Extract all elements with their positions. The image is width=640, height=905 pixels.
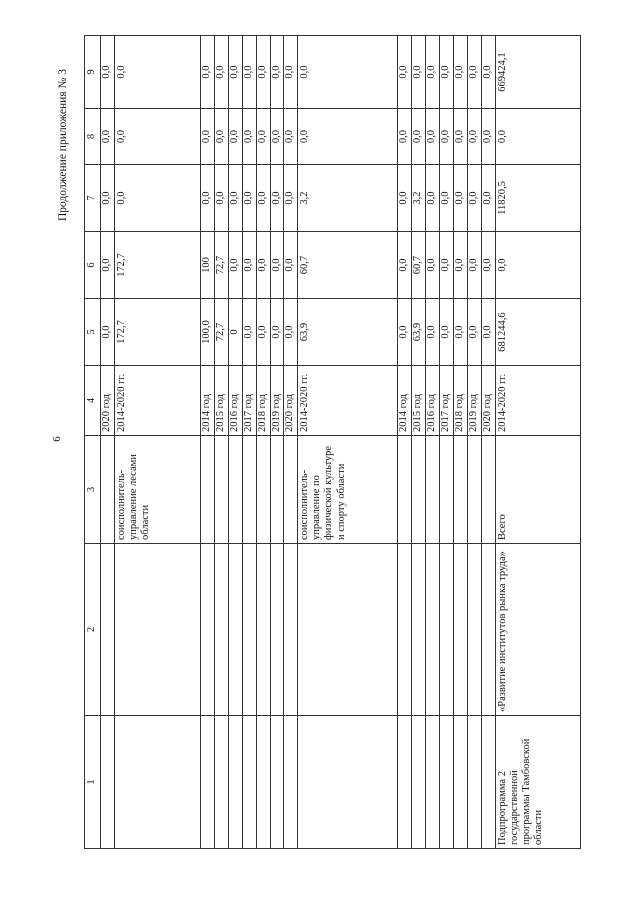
cell-executor — [440, 436, 454, 544]
cell-program — [481, 716, 495, 849]
cell-value: 0,0 — [228, 36, 242, 109]
cell-period: 2014-2020 гг. — [114, 366, 200, 436]
cell-name — [201, 544, 215, 716]
cell-program — [398, 716, 412, 849]
table-row — [256, 36, 270, 849]
cell-executor — [228, 436, 242, 544]
cell-value: 0,0 — [440, 232, 454, 299]
cell-value: 0,0 — [481, 232, 495, 299]
cell-period: 2014 год — [398, 366, 412, 436]
cell-value: 0,0 — [201, 109, 215, 165]
appendix-caption-box — [56, 20, 70, 270]
cell-total: 0,0 — [284, 299, 298, 366]
column-number: 4 — [85, 366, 101, 436]
cell-total: 63,9 — [412, 299, 426, 366]
cell-name — [228, 544, 242, 716]
cell-name — [256, 544, 270, 716]
cell-value: 0,0 — [398, 165, 412, 232]
cell-total: 681244,6 — [495, 299, 580, 366]
cell-value: 0,0 — [228, 109, 242, 165]
cell-name — [398, 544, 412, 716]
cell-value: 0,0 — [201, 165, 215, 232]
cell-executor: соисполнитель-управление по физической культуре и спорту области — [298, 436, 398, 544]
cell-total: 0,0 — [270, 299, 284, 366]
cell-total: 0,0 — [398, 299, 412, 366]
cell-period: 2016 год — [228, 366, 242, 436]
cell-period: 2020 год — [101, 366, 115, 436]
table-row — [228, 36, 242, 849]
table-row — [467, 36, 481, 849]
cell-executor — [284, 436, 298, 544]
cell-name — [242, 544, 256, 716]
cell-name — [453, 544, 467, 716]
cell-value: 0,0 — [242, 232, 256, 299]
cell-value: 0,0 — [270, 165, 284, 232]
cell-value: 0,0 — [467, 232, 481, 299]
cell-value: 0,0 — [101, 232, 115, 299]
cell-period: 2018 год — [256, 366, 270, 436]
cell-value: 0,0 — [481, 109, 495, 165]
cell-period: 2017 год — [242, 366, 256, 436]
cell-program: Подпрограмма 2 государственной программы Тамбовской области — [495, 716, 580, 849]
cell-value: 0,0 — [228, 165, 242, 232]
cell-executor — [467, 436, 481, 544]
cell-period: 2015 год — [215, 366, 229, 436]
cell-value: 0,0 — [398, 36, 412, 109]
cell-value: 0,0 — [284, 165, 298, 232]
cell-value: 0,0 — [101, 165, 115, 232]
table-row — [201, 36, 215, 849]
table-row — [440, 36, 454, 849]
table-row — [242, 36, 256, 849]
table-row — [298, 36, 398, 849]
cell-value: 0,0 — [426, 232, 440, 299]
column-number-row — [85, 36, 101, 849]
cell-total: 0,0 — [440, 299, 454, 366]
cell-value: 0,0 — [440, 36, 454, 109]
cell-program — [256, 716, 270, 849]
cell-program — [453, 716, 467, 849]
cell-period: 2015 год — [412, 366, 426, 436]
cell-value: 0,0 — [270, 232, 284, 299]
appendix-caption: Продолжение приложения № 3 — [57, 68, 69, 222]
table-row — [114, 36, 200, 849]
page-number: 6 — [50, 436, 63, 442]
cell-value: 0,0 — [242, 165, 256, 232]
cell-value: 0,0 — [398, 232, 412, 299]
cell-name — [426, 544, 440, 716]
table-row — [495, 36, 580, 849]
cell-name — [114, 544, 200, 716]
cell-value: 0,0 — [298, 36, 398, 109]
cell-executor — [270, 436, 284, 544]
cell-value: 0,0 — [412, 109, 426, 165]
cell-program — [284, 716, 298, 849]
cell-period: 2017 год — [440, 366, 454, 436]
cell-value: 0,0 — [284, 232, 298, 299]
cell-value: 0,0 — [114, 109, 200, 165]
cell-value: 172,7 — [114, 232, 200, 299]
cell-name — [467, 544, 481, 716]
table-row — [398, 36, 412, 849]
cell-value: 0,0 — [256, 232, 270, 299]
cell-value: 0,0 — [114, 36, 200, 109]
cell-value: 0,0 — [467, 165, 481, 232]
cell-program — [114, 716, 200, 849]
cell-value: 0,0 — [201, 36, 215, 109]
cell-period: 2020 год — [284, 366, 298, 436]
table-row — [284, 36, 298, 849]
cell-program — [298, 716, 398, 849]
cell-program — [215, 716, 229, 849]
cell-executor — [242, 436, 256, 544]
cell-period: 2019 год — [467, 366, 481, 436]
cell-value: 0,0 — [453, 165, 467, 232]
cell-period: 2018 год — [453, 366, 467, 436]
cell-total: 0,0 — [101, 299, 115, 366]
cell-program — [201, 716, 215, 849]
table-row — [453, 36, 467, 849]
cell-total: 0,0 — [242, 299, 256, 366]
cell-name: «Развитие институтов рынка труда» — [495, 544, 580, 716]
cell-value: 0,0 — [215, 165, 229, 232]
cell-executor — [426, 436, 440, 544]
cell-executor — [215, 436, 229, 544]
table-row — [270, 36, 284, 849]
cell-value: 0,0 — [270, 109, 284, 165]
rotated-table-container — [84, 36, 581, 849]
cell-name — [440, 544, 454, 716]
cell-executor — [201, 436, 215, 544]
cell-name — [215, 544, 229, 716]
cell-name — [284, 544, 298, 716]
column-number: 8 — [85, 109, 101, 165]
cell-value: 0,0 — [440, 109, 454, 165]
cell-total: 0,0 — [481, 299, 495, 366]
cell-program — [426, 716, 440, 849]
table-row — [101, 36, 115, 849]
cell-value: 0,0 — [270, 36, 284, 109]
cell-value: 669424,1 — [495, 36, 580, 109]
cell-executor: Всего — [495, 436, 580, 544]
cell-value: 0,0 — [481, 36, 495, 109]
budget-table — [84, 35, 581, 849]
cell-program — [467, 716, 481, 849]
cell-executor — [101, 436, 115, 544]
cell-executor — [256, 436, 270, 544]
cell-value: 3,2 — [298, 165, 398, 232]
cell-total: 172,7 — [114, 299, 200, 366]
cell-executor — [453, 436, 467, 544]
column-number: 3 — [85, 436, 101, 544]
column-number: 9 — [85, 36, 101, 109]
cell-value: 0,0 — [228, 232, 242, 299]
cell-value: 0,0 — [495, 232, 580, 299]
cell-value: 0,0 — [215, 109, 229, 165]
table-row — [412, 36, 426, 849]
cell-value: 72,7 — [215, 232, 229, 299]
cell-value: 60,7 — [412, 232, 426, 299]
cell-name — [412, 544, 426, 716]
cell-total: 0,0 — [256, 299, 270, 366]
column-number: 5 — [85, 299, 101, 366]
cell-value: 0,0 — [242, 109, 256, 165]
cell-value: 0,0 — [481, 165, 495, 232]
cell-value: 0,0 — [101, 36, 115, 109]
cell-value: 0,0 — [467, 109, 481, 165]
column-number: 2 — [85, 544, 101, 716]
table-row — [481, 36, 495, 849]
column-number: 1 — [85, 716, 101, 849]
cell-value: 0,0 — [398, 109, 412, 165]
table-row — [215, 36, 229, 849]
cell-value: 0,0 — [215, 36, 229, 109]
cell-value: 0,0 — [495, 109, 580, 165]
cell-name — [481, 544, 495, 716]
cell-total: 63,9 — [298, 299, 398, 366]
cell-value: 100 — [201, 232, 215, 299]
cell-period: 2020 год — [481, 366, 495, 436]
column-number: 7 — [85, 165, 101, 232]
cell-value: 0,0 — [242, 36, 256, 109]
cell-total: 0 — [228, 299, 242, 366]
cell-value: 0,0 — [256, 36, 270, 109]
cell-period: 2019 год — [270, 366, 284, 436]
cell-value: 3,2 — [412, 165, 426, 232]
cell-value: 0,0 — [114, 165, 200, 232]
cell-period: 2014-2020 гг. — [495, 366, 580, 436]
cell-executor — [398, 436, 412, 544]
cell-period: 2014-2020 гг. — [298, 366, 398, 436]
cell-value: 0,0 — [453, 109, 467, 165]
cell-value: 0,0 — [467, 36, 481, 109]
cell-program — [228, 716, 242, 849]
cell-total: 100,0 — [201, 299, 215, 366]
cell-value: 0,0 — [426, 36, 440, 109]
cell-value: 0,0 — [101, 109, 115, 165]
cell-program — [270, 716, 284, 849]
cell-value: 0,0 — [256, 165, 270, 232]
cell-period: 2014 год — [201, 366, 215, 436]
cell-value: 60,7 — [298, 232, 398, 299]
cell-value: 0,0 — [298, 109, 398, 165]
cell-value: 0,0 — [284, 109, 298, 165]
cell-value: 11820,5 — [495, 165, 580, 232]
cell-total: 0,0 — [426, 299, 440, 366]
cell-program — [412, 716, 426, 849]
cell-value: 0,0 — [412, 36, 426, 109]
cell-value: 0,0 — [284, 36, 298, 109]
cell-program — [242, 716, 256, 849]
cell-name — [298, 544, 398, 716]
cell-period: 2016 год — [426, 366, 440, 436]
cell-value: 0,0 — [426, 165, 440, 232]
cell-executor: соисполнитель-управление лесами области — [114, 436, 200, 544]
cell-total: 0,0 — [453, 299, 467, 366]
cell-value: 0,0 — [440, 165, 454, 232]
cell-total: 72,7 — [215, 299, 229, 366]
table-row — [426, 36, 440, 849]
cell-executor — [481, 436, 495, 544]
cell-program — [101, 716, 115, 849]
cell-total: 0,0 — [467, 299, 481, 366]
cell-program — [440, 716, 454, 849]
cell-value: 0,0 — [453, 36, 467, 109]
column-number: 6 — [85, 232, 101, 299]
cell-name — [101, 544, 115, 716]
cell-value: 0,0 — [426, 109, 440, 165]
cell-value: 0,0 — [453, 232, 467, 299]
cell-executor — [412, 436, 426, 544]
cell-value: 0,0 — [256, 109, 270, 165]
cell-name — [270, 544, 284, 716]
